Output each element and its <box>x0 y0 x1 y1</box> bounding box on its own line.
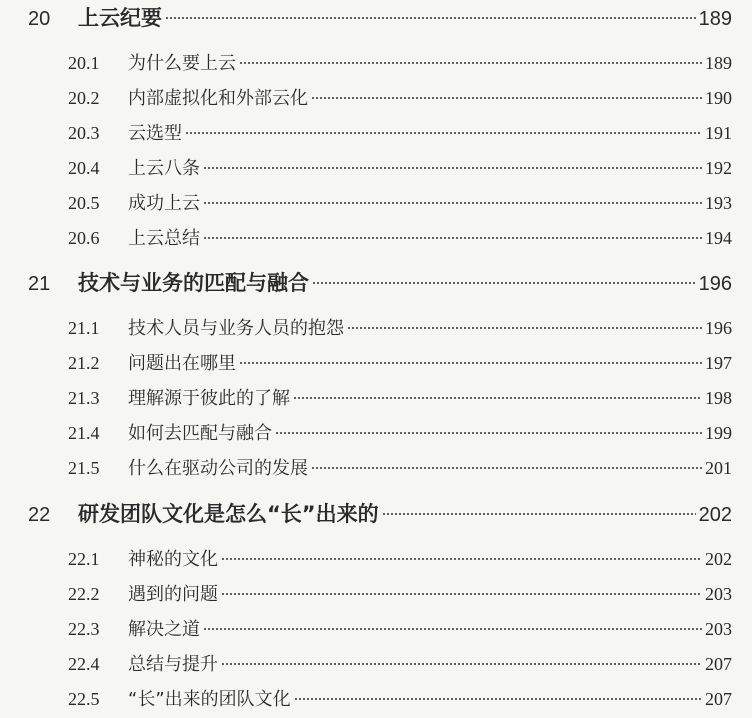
section-number: 21.1 <box>68 318 100 338</box>
section-title: 内部虚拟化和外部云化 <box>128 88 308 109</box>
section-page-number: 207 <box>705 689 732 709</box>
section-title: 总结与提升 <box>128 654 218 675</box>
chapter-number: 21 <box>28 273 51 295</box>
section-number: 20.3 <box>68 123 100 143</box>
toc-entry[interactable] <box>68 542 732 577</box>
dot-leader <box>203 236 702 240</box>
toc-entry[interactable] <box>68 81 732 116</box>
chapter-page-number: 202 <box>698 504 732 526</box>
section-title: 为什么要上云 <box>128 53 236 74</box>
section-list <box>28 311 732 486</box>
chapter-20 <box>28 2 732 256</box>
toc-entry[interactable] <box>68 451 732 486</box>
section-number: 21.4 <box>68 423 100 443</box>
chapter-heading[interactable] <box>28 2 732 34</box>
dot-leader <box>311 96 702 100</box>
section-number: 20.5 <box>68 193 100 213</box>
section-number: 20.2 <box>68 88 100 108</box>
section-title: 技术人员与业务人员的抱怨 <box>128 318 344 339</box>
chapter-title: 研发团队文化是怎么“长”出来的 <box>78 502 379 526</box>
toc-entry[interactable] <box>68 346 732 381</box>
section-number: 22.1 <box>68 549 100 569</box>
chapter-page-number: 196 <box>698 273 732 295</box>
chapter-number: 20 <box>28 8 51 30</box>
chapter-number: 22 <box>28 504 51 526</box>
chapter-heading[interactable] <box>28 267 732 299</box>
dot-leader <box>185 131 702 135</box>
chapter-title: 上云纪要 <box>78 6 162 30</box>
toc-entry[interactable] <box>68 416 732 451</box>
dot-leader <box>203 166 702 170</box>
section-number: 22.3 <box>68 619 100 639</box>
section-number: 20.6 <box>68 228 100 248</box>
section-page-number: 207 <box>705 654 732 674</box>
dot-leader <box>239 61 702 65</box>
section-title: 上云八条 <box>128 158 200 179</box>
section-title: 什么在驱动公司的发展 <box>128 458 308 479</box>
toc-entry[interactable] <box>68 186 732 221</box>
section-number: 22.4 <box>68 654 100 674</box>
section-page-number: 202 <box>705 549 732 569</box>
section-page-number: 190 <box>705 88 732 108</box>
section-list <box>28 542 732 717</box>
toc-entry[interactable] <box>68 221 732 256</box>
dot-leader <box>221 592 702 596</box>
dot-leader <box>382 512 696 516</box>
toc-entry[interactable] <box>68 577 732 612</box>
section-page-number: 192 <box>705 158 732 178</box>
toc-entry[interactable] <box>68 612 732 647</box>
section-page-number: 198 <box>705 388 732 408</box>
toc-entry[interactable] <box>68 311 732 346</box>
dot-leader <box>275 431 702 435</box>
toc-entry[interactable] <box>68 381 732 416</box>
dot-leader <box>347 326 702 330</box>
section-title: 神秘的文化 <box>128 549 218 570</box>
section-title: 成功上云 <box>128 193 200 214</box>
dot-leader <box>239 361 702 365</box>
section-page-number: 194 <box>705 228 732 248</box>
dot-leader <box>294 697 702 701</box>
section-title: 问题出在哪里 <box>128 353 236 374</box>
section-number: 21.2 <box>68 353 100 373</box>
section-title: 如何去匹配与融合 <box>128 423 272 444</box>
dot-leader <box>293 396 702 400</box>
dot-leader <box>165 16 696 20</box>
section-page-number: 199 <box>705 423 732 443</box>
dot-leader <box>203 201 702 205</box>
dot-leader <box>312 281 696 285</box>
section-title: 理解源于彼此的了解 <box>128 388 290 409</box>
section-page-number: 191 <box>705 123 732 143</box>
toc-entry[interactable] <box>68 682 732 717</box>
dot-leader <box>221 662 702 666</box>
section-page-number: 203 <box>705 584 732 604</box>
section-list <box>28 46 732 256</box>
section-page-number: 196 <box>705 318 732 338</box>
toc-entry[interactable] <box>68 116 732 151</box>
section-page-number: 201 <box>705 458 732 478</box>
chapter-21 <box>28 267 732 486</box>
dot-leader <box>221 557 702 561</box>
toc-entry[interactable] <box>68 46 732 81</box>
section-title: “长”出来的团队文化 <box>128 689 291 710</box>
section-number: 21.3 <box>68 388 100 408</box>
section-number: 22.5 <box>68 689 100 709</box>
toc-entry[interactable] <box>68 151 732 186</box>
section-page-number: 189 <box>705 53 732 73</box>
dot-leader <box>311 466 702 470</box>
section-title: 遇到的问题 <box>128 584 218 605</box>
section-number: 20.4 <box>68 158 100 178</box>
section-number: 21.5 <box>68 458 100 478</box>
section-number: 20.1 <box>68 53 100 73</box>
section-title: 上云总结 <box>128 228 200 249</box>
section-page-number: 197 <box>705 353 732 373</box>
chapter-page-number: 189 <box>698 8 732 30</box>
chapter-22 <box>28 498 732 717</box>
chapter-heading[interactable] <box>28 498 732 530</box>
section-title: 云选型 <box>128 123 182 144</box>
dot-leader <box>203 627 702 631</box>
chapter-title: 技术与业务的匹配与融合 <box>78 271 309 295</box>
toc-entry[interactable] <box>68 647 732 682</box>
section-number: 22.2 <box>68 584 100 604</box>
section-title: 解决之道 <box>128 619 200 640</box>
section-page-number: 203 <box>705 619 732 639</box>
section-page-number: 193 <box>705 193 732 213</box>
